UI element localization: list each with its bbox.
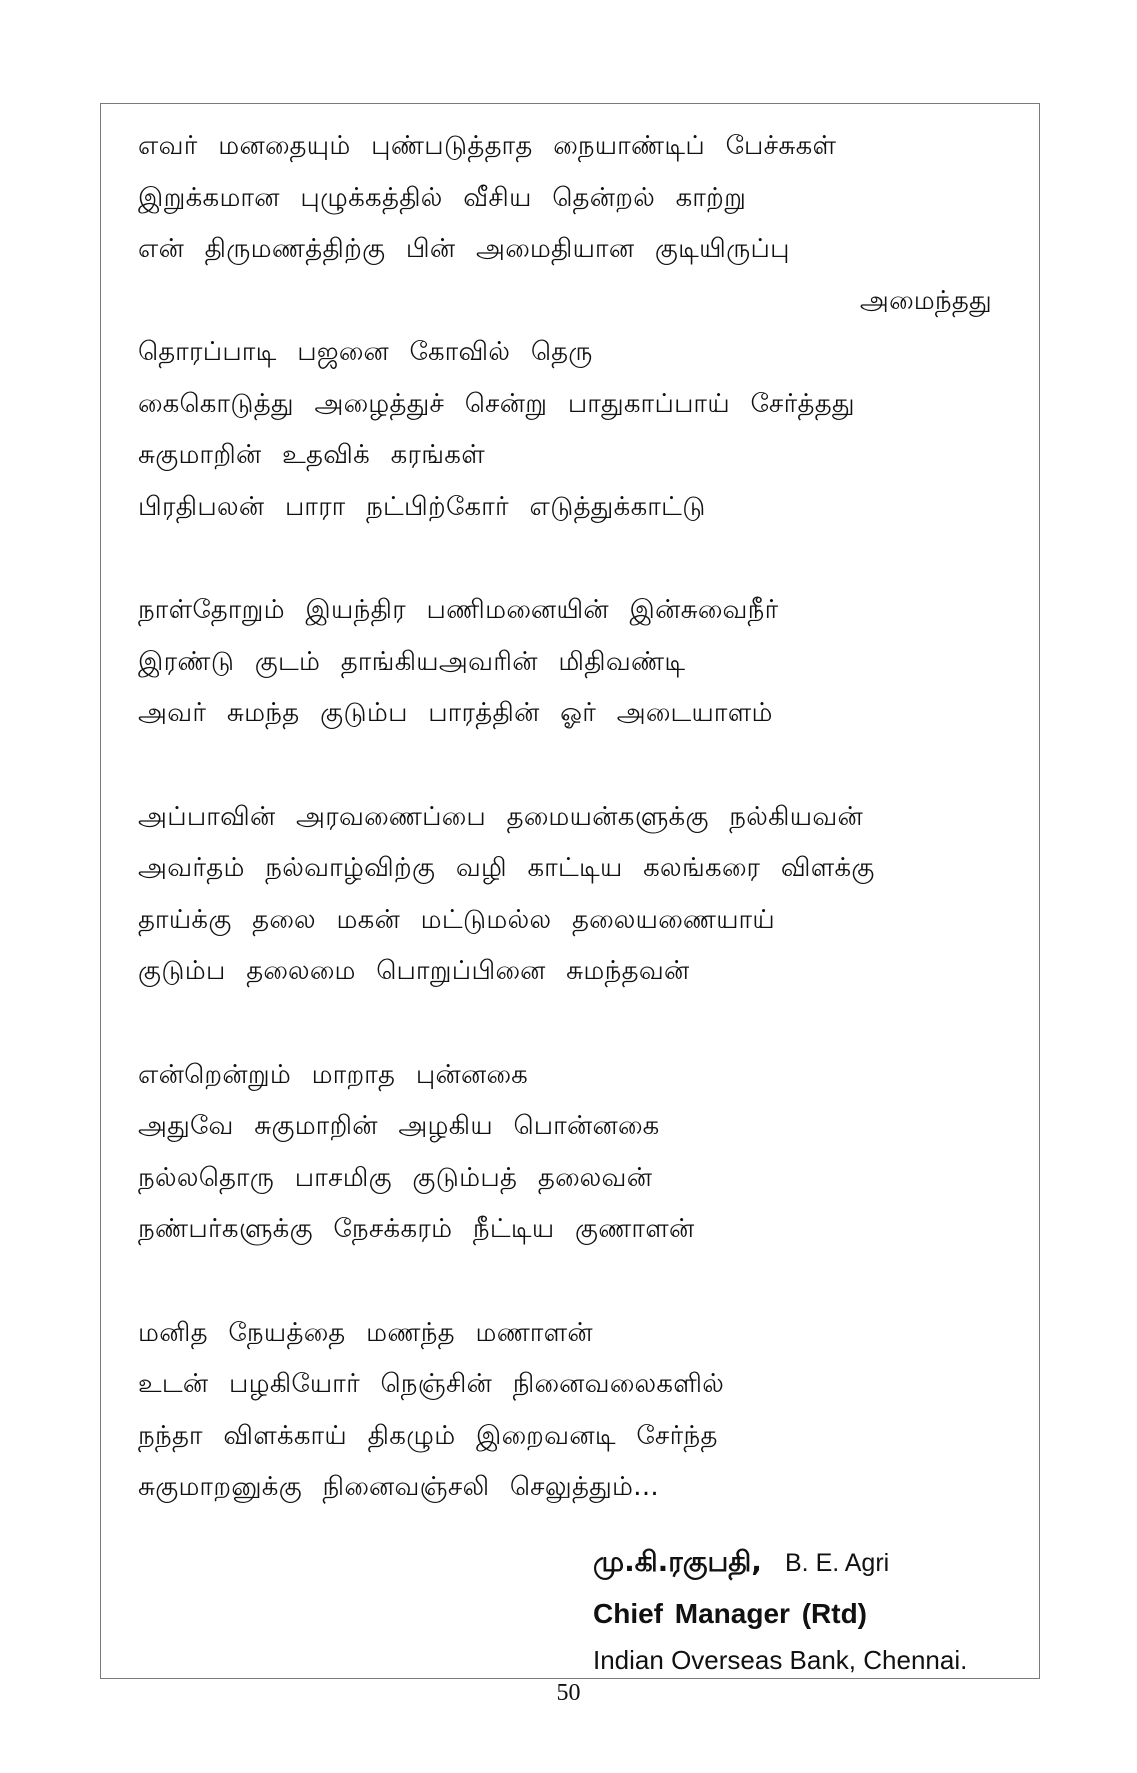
author-name: மு.கி.ரகுபதி, <box>593 1545 762 1578</box>
poem-body <box>138 121 1008 1514</box>
author-organization: Indian Overseas Bank, Chennai. <box>593 1645 968 1675</box>
poem-line: இரண்டு குடம் தாங்கியஅவரின் மிதிவண்டி <box>138 646 686 677</box>
poem-line: என் திருமணத்திற்கு பின் அமைதியான குடியிருப்பு <box>138 234 790 264</box>
poem-line: எவர் மனதையும் புண்படுத்தாத நையாண்டிப் பேச்சுகள் <box>138 131 837 161</box>
stanza-break <box>138 1256 1008 1308</box>
poem-line: தொரப்பாடி பஜனை கோவில் தெரு <box>138 337 593 367</box>
poem-line: கைகொடுத்து அழைத்துச் சென்று பாதுகாப்பாய் சேர்த்தது <box>138 388 855 419</box>
poem-line: உடன் பழகியோர் நெஞ்சின் நினைவலைகளில் <box>138 1369 725 1399</box>
poem-line: பிரதிபலன் பாரா நட்பிற்கோர் எடுத்துக்காட்டு <box>138 491 706 522</box>
page-number: 50 <box>556 1680 581 1706</box>
poem-line: சுகுமாறனுக்கு நினைவஞ்சலி செலுத்தும்... <box>138 1472 659 1502</box>
poem-line: இறுக்கமான புழுக்கத்தில் வீசிய தென்றல் காற்று <box>138 182 747 213</box>
poem-line: நல்லதொரு பாசமிகு குடும்பத் தலைவன் <box>138 1162 653 1193</box>
poem-line: அவர்தம் நல்வாழ்விற்கு வழி காட்டிய கலங்கரை விளக்கு <box>138 853 875 883</box>
poem-line: அமைந்தது <box>859 285 992 316</box>
author-title: Chief Manager (Rtd) <box>593 1598 867 1629</box>
poem-line: அதுவே சுகுமாறின் அழகிய பொன்னகை <box>138 1111 660 1141</box>
author-name-row <box>593 1536 967 1588</box>
author-signature <box>593 1536 967 1680</box>
poem-line: அப்பாவின் அரவணைப்பை தமையன்களுக்கு நல்கியவன் <box>138 801 864 832</box>
poem-line: நாள்தோறும் இயந்திர பணிமனையின் இன்சுவைநீர் <box>138 595 779 625</box>
poem-line: நந்தா விளக்காய் திகழும் இறைவனடி சேர்ந்த <box>138 1420 718 1451</box>
stanza-break <box>138 533 1008 585</box>
poem-line: நண்பர்களுக்கு நேசக்கரம் நீட்டிய குணாளன் <box>138 1214 695 1244</box>
author-degree: B. E. Agri <box>785 1549 890 1577</box>
poem-line: தாய்க்கு தலை மகன் மட்டுமல்ல தலையணையாய் <box>138 904 776 935</box>
poem-line: குடும்ப தலைமை பொறுப்பினை சுமந்தவன் <box>138 956 690 986</box>
poem-line: அவர் சுமந்த குடும்ப பாரத்தின் ஓர் அடையாளம் <box>138 698 773 728</box>
poem-line: சுகுமாறின் உதவிக் கரங்கள் <box>138 440 485 470</box>
stanza-break <box>138 740 1008 792</box>
poem-line: மனித நேயத்தை மணந்த மணாளன் <box>138 1317 593 1348</box>
poem-line: என்றென்றும் மாறாத புன்னகை <box>138 1059 529 1090</box>
stanza-break <box>138 998 1008 1050</box>
